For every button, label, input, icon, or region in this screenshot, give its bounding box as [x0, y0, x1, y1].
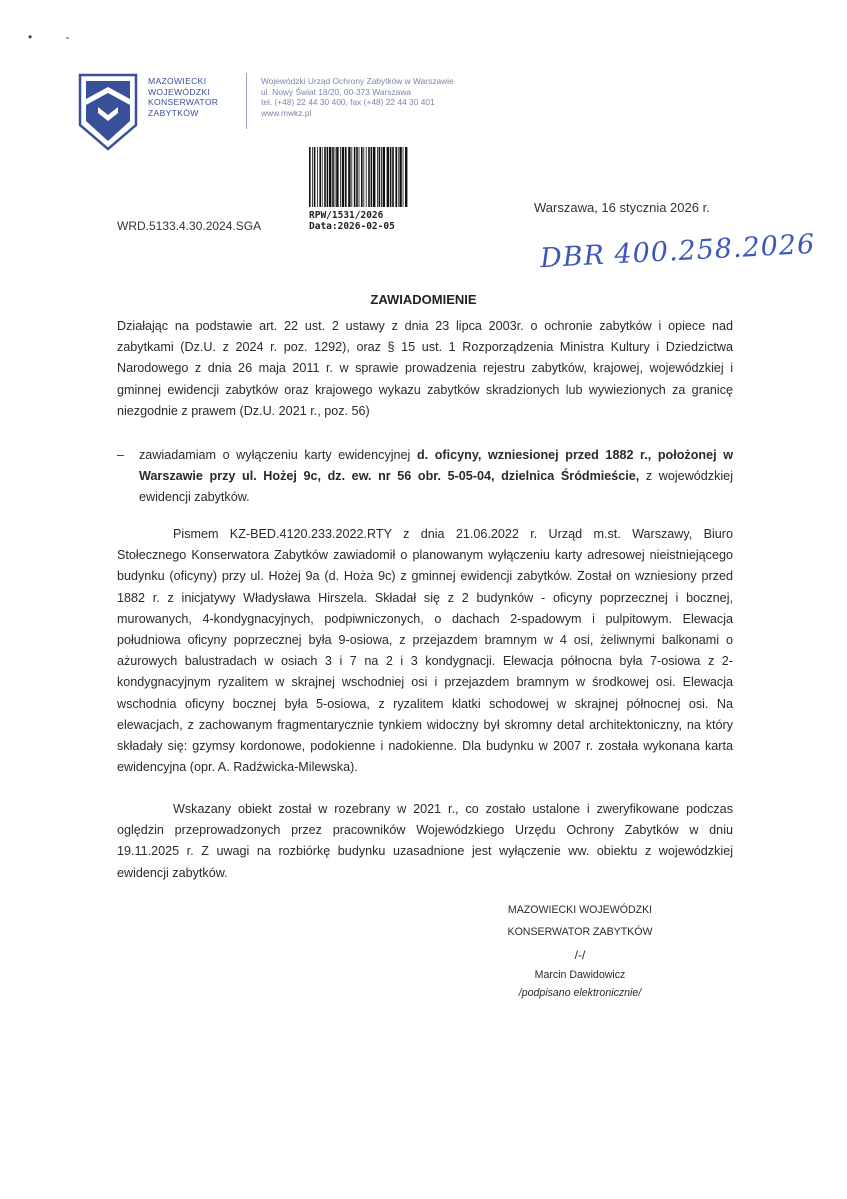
paragraph-notification — [117, 445, 733, 509]
reference-number: WRD.5133.4.30.2024.SGA — [117, 219, 262, 233]
signature-title-line2: KONSERWATOR ZABYTKÓW — [507, 926, 653, 938]
institution-line: KONSERWATOR — [148, 97, 219, 108]
rpw-date: Data:2026-02-05 — [309, 221, 395, 232]
institution-line: WOJEWÓDZKI — [148, 86, 211, 97]
paragraph-legal-basis: Działając na podstawie art. 22 ust. 2 ustawy z dnia 23 lipca 2003r. o ochronie zabytków i opiece nad zabytkami (Dz.U. z 2024 r. poz. 1292), oraz § 15 ust. 1 Rozporządzenia Ministra Kultury i Dziedzictwa Narodowego z dnia 26 maja 2011 r. w sprawie prowadzenia rejestru zabytków, krajowej, wojewódzkiej i gminnej ewidencji zabytków oraz krajowego wykazu zabytków skradzionych lub wywiezionych za granicę niezgodnie z prawem (Dz.U. 2021 r., poz. 56) — [117, 319, 733, 418]
institution-name — [148, 76, 218, 118]
notification-text-end: z wojewódzkiej ewidencji zabytków. — [139, 469, 733, 505]
office-address — [261, 76, 454, 118]
rpw-number: RPW/1531/2026 — [309, 210, 384, 221]
header-divider — [246, 73, 247, 129]
office-line: tel. (+48) 22 44 30 400, fax (+48) 22 44 30 401 — [261, 97, 435, 108]
institution-line: MAZOWIECKI — [148, 76, 207, 86]
scan-specks: • - — [28, 30, 70, 44]
barcode-icon — [309, 147, 409, 207]
paragraph-description: Pismem KZ-BED.4120.233.2022.RTY z dnia 21.06.2022 r. Urząd m.st. Warszawy, Biuro Stołecznego Konserwatora Zabytków zawiadomił o planowanym wyłączeniu karty adresowej nieistniejącego budynku (oficyny) przy ul. Hożej 9a (d. Hoża 9c) z gminnej ewidencji zabytków. Został on wzniesiony przed 1882 r. z inicjatywy Władysława Hirszela. Składał się z 2 budynków - oficyny poprzecznej i bocznej, murowanych, 4-kondygnacyjnych, podpiwniczonych, o dachach 2-spadowym i pulpitowym. Elewacja południowa oficyny poprzecznej była 9-osiowa, z przejazdem bramnym w 4 osi, żeliwnymi balkonami o ażurowych balustradach w osiach 3 i 7 na 2 i 3 kondygnacji. Elewacja północna była 7-osiowa z 2-kondygnacyjnym ryzalitem w skrajnej wschodniej osi i przejazdem bramnym w środkowej osi. Elewacja wschodnia oficyny bocznej była 5-osiowa, z ryzalitem klatki schodowej w skrajnej północnej osi. Na elewacjach, z zachowanym fragmentarycznie tynkiem widoczny był skromny detal architektoniczny, na który składały się: gzymsy kordonowe, podokienne i nadokienne. Dla budynku w 2007 r. została wykonana karta ewidencyjna (opr. A. Radźwicka-Milewska). — [117, 527, 733, 775]
signatory-name: Marcin Dawidowicz — [534, 969, 626, 981]
office-line: Wojewódzki Urząd Ochrony Zabytków w Warszawie — [261, 76, 454, 86]
handwritten-note: DBR 400.258.2026 — [539, 228, 816, 275]
office-line: www.mwkz.pl — [261, 107, 312, 118]
institution-line: ZABYTKÓW — [148, 107, 199, 118]
mwkz-logo-icon — [78, 73, 138, 151]
list-dash: – — [117, 448, 125, 462]
signature-note: /podpisano elektronicznie/ — [518, 987, 642, 999]
paragraph-conclusion: Wskazany obiekt został w rozebrany w 2021 r., co zostało ustalone i zweryfikowane podczas oględzin przeprowadzonych przez pracowników Wojewódzkiego Urzędu Ochrony Zabytków w dniu 19.11.2025 r. Z uwagi na rozbiórkę budynku uzasadnione jest wyłączenie ww. obiektu z wojewódzkiej ewidencji zabytków. — [117, 802, 733, 880]
document-title: ZAWIADOMIENIE — [370, 292, 477, 307]
signature-mark: /-/ — [574, 948, 586, 962]
signature-title-line1: MAZOWIECKI WOJEWÓDZKI — [507, 904, 653, 916]
office-line: ul. Nowy Świat 18/20, 00-373 Warszawa — [261, 86, 412, 97]
registry-stamp — [309, 210, 395, 232]
notification-text: zawiadamiam o wyłączeniu karty ewidencyjnej — [139, 448, 417, 462]
notification-object: d. oficyny, wzniesionej przed 1882 r., położonej w Warszawie przy ul. Hożej 9c, dz. ew. nr 56 obr. 5-05-04, dzielnica Śródmieście, — [139, 448, 733, 484]
place-date: Warszawa, 16 stycznia 2026 r. — [534, 200, 710, 215]
